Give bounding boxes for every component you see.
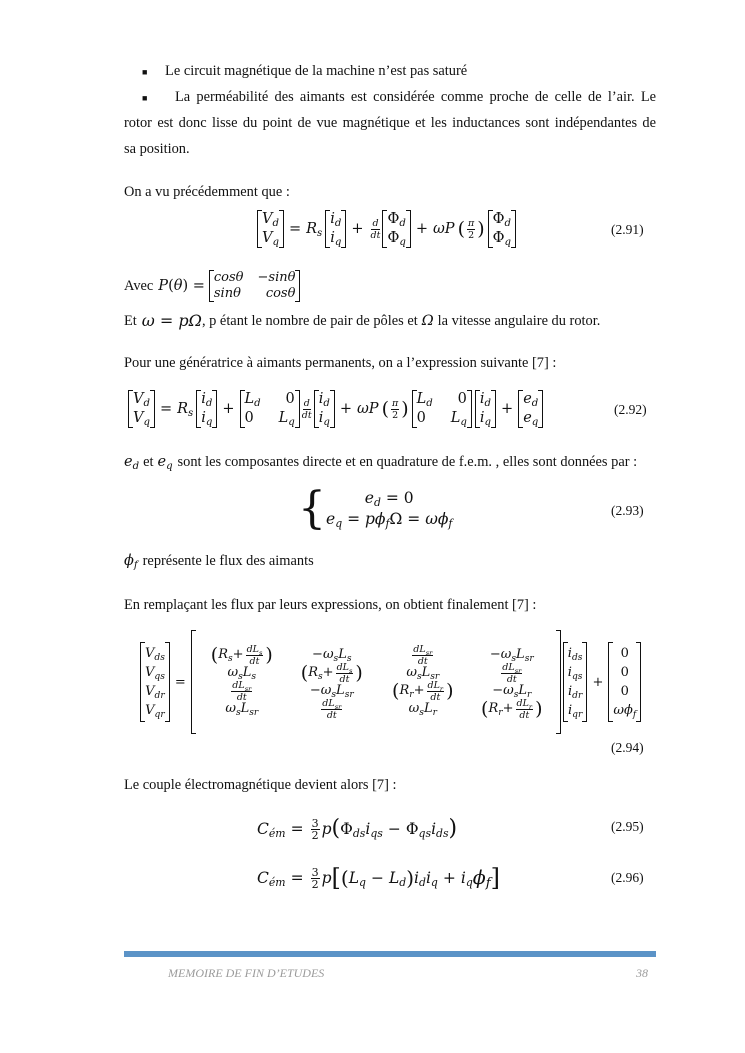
equation-number: (2.94) — [611, 740, 644, 755]
et-rest: , p étant le nombre de pair de pôles et — [201, 313, 418, 329]
paragraph-rotor-line2: sa position. — [124, 141, 190, 157]
paragraph-remplacant: En remplaçant les flux par leurs expressions, on obtient finalement [7] : — [124, 597, 537, 613]
paragraph-phi-f: $\phi_f$ représente le flux des aimants — [124, 553, 314, 571]
paragraph-rotor-line1: rotor est donc lisse du point de vue magnétique et les inductances sont indépendantes de — [124, 115, 656, 131]
equation-2-94: $V_{ds}$ $V_{qs}$ $V_{dr}$ $V_{qr}$ = ( $R_s$ + $\frac{dL_s}{dt}$ ) $-\omega_sL_s$ $\frac{dL_{sr}}{dt}$ $-\omega_sL_{sr}$ $\omega_sL_s$ ( $R_s$ + $\frac{dL_s}{dt}$ ) $\omega_sL_{sr}$ $\frac{dL_{sr}}{dt}$ $\frac{dL_{sr}}{dt}$ $-\omega_sL_{sr}$ ( $R_r$ + $\frac{dL_r}{dt}$ ) $-\omega_sL_r$ $\omega_sL_{sr}$ $\frac{dL_{sr}}{dt}$ $\omega_sL_r$ ( $R_r$ + $\frac{dL_r}{dt}$ ) $i_{ds}$ $i_{qs}$ $i_{dr}$ $i_{qr}$ + 0 0 0 $\omega\phi_f$ — [140, 630, 641, 734]
paragraph-ed-eq: $e_d$ et $e_q$ sont les composantes directe et en quadrature de f.e.m. , elles sont données par : — [124, 454, 638, 472]
bullet-item-2 — [142, 87, 656, 108]
paragraph-et-omega: Et ω = pΩ , p étant le nombre de pair de pôles et Ω la vitesse angulaire du rotor. — [124, 311, 601, 330]
bullet-text: La perméabilité des aimants est considérée comme proche de celle de l’air. Le — [174, 89, 657, 105]
page-number: 38 — [636, 966, 648, 980]
equation-2-91: $V_d$ $V_q$ = $R_s$ $i_d$ $i_q$ + $\frac{d}{dt}$ $\Phi_d$ $\Phi_q$ + ωP ( $\frac{\pi}{2}$ ) $\Phi_d$ $\Phi_q$ — [257, 209, 516, 249]
et-rest2: la vitesse angulaire du rotor. — [437, 313, 601, 329]
equation-number: (2.92) — [614, 402, 647, 417]
equation-2-93: { $e_d = 0$ $e_q = p\phi_f\Omega = \omega\phi_f$ — [298, 483, 453, 534]
bullet-marker: ■ — [142, 93, 151, 103]
footer-title: MEMOIRE DE FIN D’ETUDES — [168, 966, 325, 980]
et-label: Et — [124, 313, 137, 329]
bullet-text: Le circuit magnétique de la machine n’est pas saturé — [165, 63, 468, 79]
equation-number: (2.93) — [611, 503, 644, 518]
avec-label: Avec — [124, 277, 154, 294]
ed-rest: sont les composantes directe et en quadrature de f.e.m. , elles sont données par : — [177, 454, 638, 470]
footer-bar — [124, 951, 656, 957]
bullet-item-1 — [142, 61, 467, 82]
paragraph-couple: Le couple électromagnétique devient alors [7] : — [124, 777, 397, 793]
equation-2-96: $C_{ém}$ = $\frac{3}{2}$ p [ ( $L_q$ − $L_d$ ) $i_di_q$ + $i_q$ $\phi_f$ ] — [257, 864, 501, 892]
bullet-marker: ■ — [142, 67, 148, 77]
paragraph-avec: Avec P(θ) = cosθ −sinθ sinθ cosθ — [124, 270, 300, 302]
paragraph-on-a-vu: On a vu précédemment que : — [124, 184, 290, 200]
ed-et: et — [143, 454, 154, 470]
equation-2-92: $V_d$ $V_q$ = $R_s$ $i_d$ $i_q$ + $L_d$ 0 0 $L_q$ $\frac{d}{dt}$ $i_d$ $i_q$ + ωP ( $\frac{\pi}{2}$ ) $L_d$ 0 0 $L_q$ $i_d$ $i_q$ + $e_d$ $e_q$ — [128, 388, 543, 430]
equation-number: (2.95) — [611, 819, 644, 834]
phi-rest: représente le flux des aimants — [142, 553, 314, 569]
paragraph-generatrice: Pour une génératrice à aimants permanents, on a l’expression suivante [7] : — [124, 355, 557, 371]
equation-number: (2.91) — [611, 222, 644, 237]
equation-2-95: $C_{ém}$ = $\frac{3}{2}$ p ( $\Phi_{ds}$ $i_{qs}$ − $\Phi_{qs}$ $i_{ds}$ ) — [257, 816, 458, 842]
equation-number: (2.96) — [611, 870, 644, 885]
